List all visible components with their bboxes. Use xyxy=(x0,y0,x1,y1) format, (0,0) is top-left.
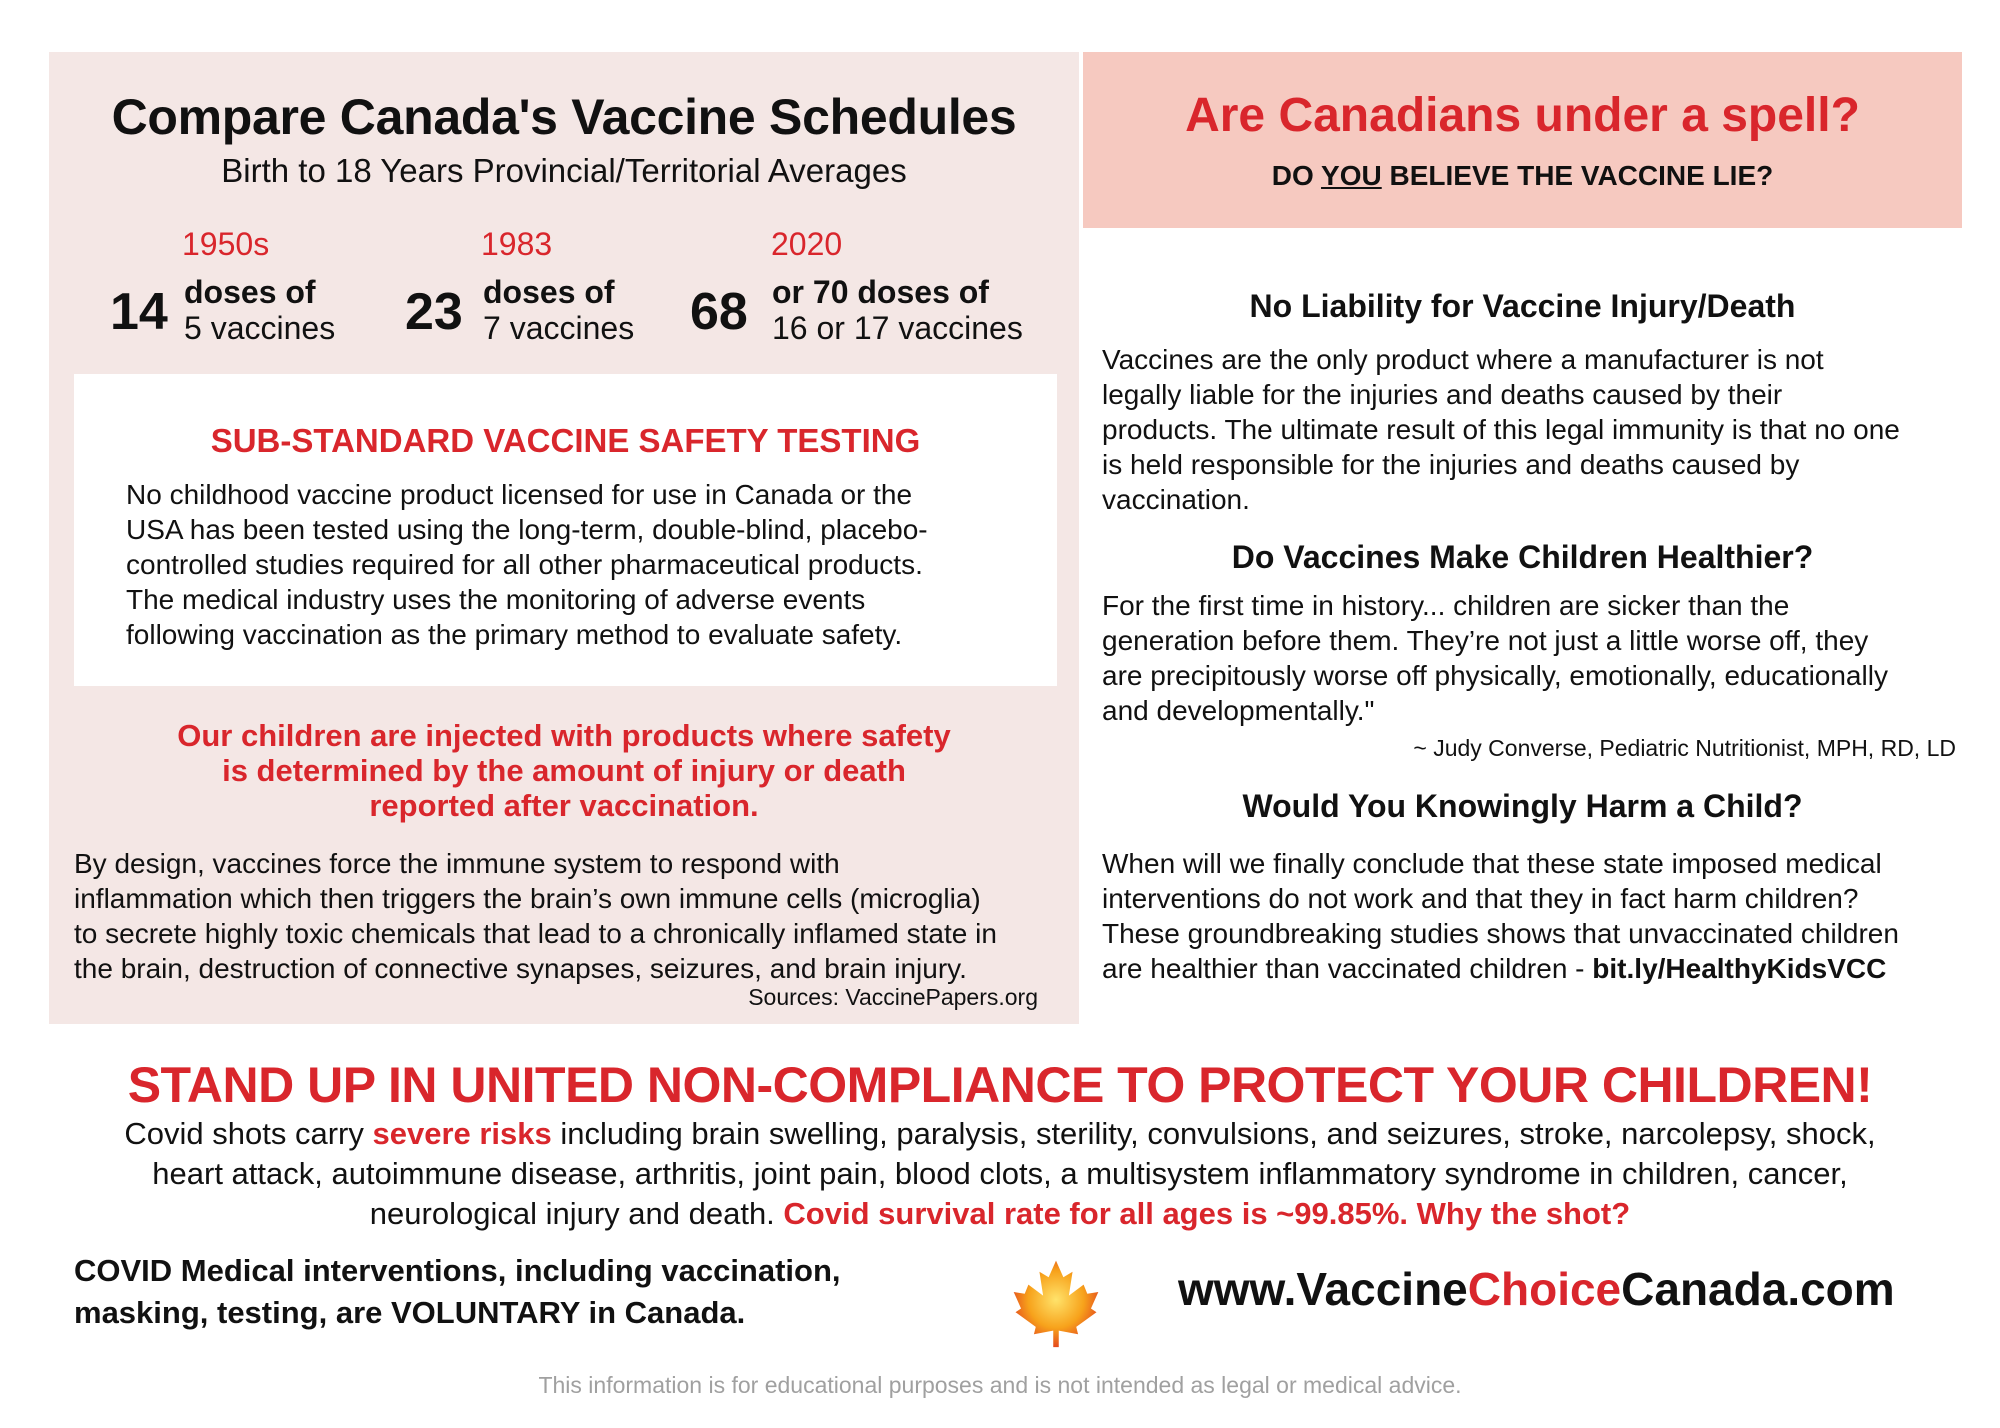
non-compliance-banner: STAND UP IN UNITED NON-COMPLIANCE TO PROTECT YOUR CHILDREN! xyxy=(127,1057,1873,1113)
spell-headline: Are Canadians under a spell? xyxy=(1185,89,1860,142)
voluntary-statement: COVID Medical interventions, including vaccination, masking, testing, are VOLUNTARY in Canada. xyxy=(74,1253,841,1330)
safety-testing-heading: SUB-STANDARD VACCINE SAFETY TESTING xyxy=(210,422,921,459)
page-title: Compare Canada's Vaccine Schedules xyxy=(111,89,1017,145)
schedule-count-2020: 68 xyxy=(690,283,748,341)
harm-heading: Would You Knowingly Harm a Child? xyxy=(1242,788,1803,824)
schedule-era-1983: 1983 xyxy=(481,226,553,262)
schedule-count-1950s: 14 xyxy=(110,283,168,341)
website-url[interactable]: www.VaccineChoiceCanada.com xyxy=(1178,1263,1895,1315)
schedule-doses-2020: or 70 doses of xyxy=(772,274,989,310)
schedule-vaccines-1983: 7 vaccines xyxy=(483,310,635,346)
schedule-era-1950s: 1950s xyxy=(182,226,270,262)
harm-paragraph: When will we finally conclude that these state imposed medical interventions do not work and that they in fact harm children? These groundbreaking studies shows that unvaccinated children are healthier than vaccinated children - bit.ly/HealthyKidsVCC xyxy=(1102,848,1899,984)
quote-attribution: ~ Judy Converse, Pediatric Nutritionist, MPH, RD, LD xyxy=(1413,735,1956,761)
schedule-doses-1950s: doses of xyxy=(184,274,316,310)
disclaimer: This information is for educational purposes and is not intended as legal or medical advice. xyxy=(538,1372,1462,1398)
vaccine-lie-question: DO YOU BELIEVE THE VACCINE LIE? xyxy=(1271,160,1774,191)
schedule-count-1983: 23 xyxy=(405,283,463,341)
sources-note: Sources: VaccinePapers.org xyxy=(748,984,1038,1010)
schedule-doses-1983: doses of xyxy=(483,274,615,310)
safety-testing-text: No childhood vaccine product licensed for use in Canada or the USA has been tested using the long-term, double-blind, placebo- controlled studies required for all other pharmaceutical products. The medical industry uses the monitoring of adverse events following vaccination as the primary method to evaluate safety. xyxy=(126,479,928,650)
liability-paragraph: Vaccines are the only product where a manufacturer is not legally liable for the injuries and deaths caused by their products. The ultimate result of this legal immunity is that no one is held responsible for the injuries and deaths caused by vaccination. xyxy=(1102,344,1900,515)
covid-risks-paragraph: Covid shots carry severe risks including brain swelling, paralysis, sterility, convulsions, and seizures, stroke, narcolepsy, shock, heart attack, autoimmune disease, arthritis, joint pain, blood clots, a multisystem inflammatory syndrome in children, cancer, neurological injury and death. Covid survival rate for all ages is ~99.85%. Why the shot? xyxy=(124,1116,1876,1231)
children-safety-statement: Our children are injected with products where safety is determined by the amount of injury or death reported after vaccination. xyxy=(177,718,951,823)
healthier-paragraph: For the first time in history... children are sicker than the generation before them. They’re not just a little worse off, they are precipitously worse off physically, emotionally, educationally and developmentally." xyxy=(1102,590,1888,726)
healthy-kids-link[interactable]: bit.ly/HealthyKidsVCC xyxy=(1592,953,1887,984)
page-subtitle: Birth to 18 Years Provincial/Territorial Averages xyxy=(221,152,907,189)
schedule-era-2020: 2020 xyxy=(771,226,843,262)
healthier-heading: Do Vaccines Make Children Healthier? xyxy=(1231,539,1814,575)
schedule-vaccines-2020: 16 or 17 vaccines xyxy=(772,310,1023,346)
maple-leaf-icon xyxy=(1010,1257,1102,1349)
liability-heading: No Liability for Vaccine Injury/Death xyxy=(1249,288,1796,324)
schedule-vaccines-1950s: 5 vaccines xyxy=(184,310,336,346)
immune-design-paragraph: By design, vaccines force the immune system to respond with inflammation which then triggers the brain’s own immune cells (microglia) to secrete highly toxic chemicals that lead to a chronically inflamed state in the brain, destruction of connective synapses, seizures, and brain injury. xyxy=(74,848,997,984)
